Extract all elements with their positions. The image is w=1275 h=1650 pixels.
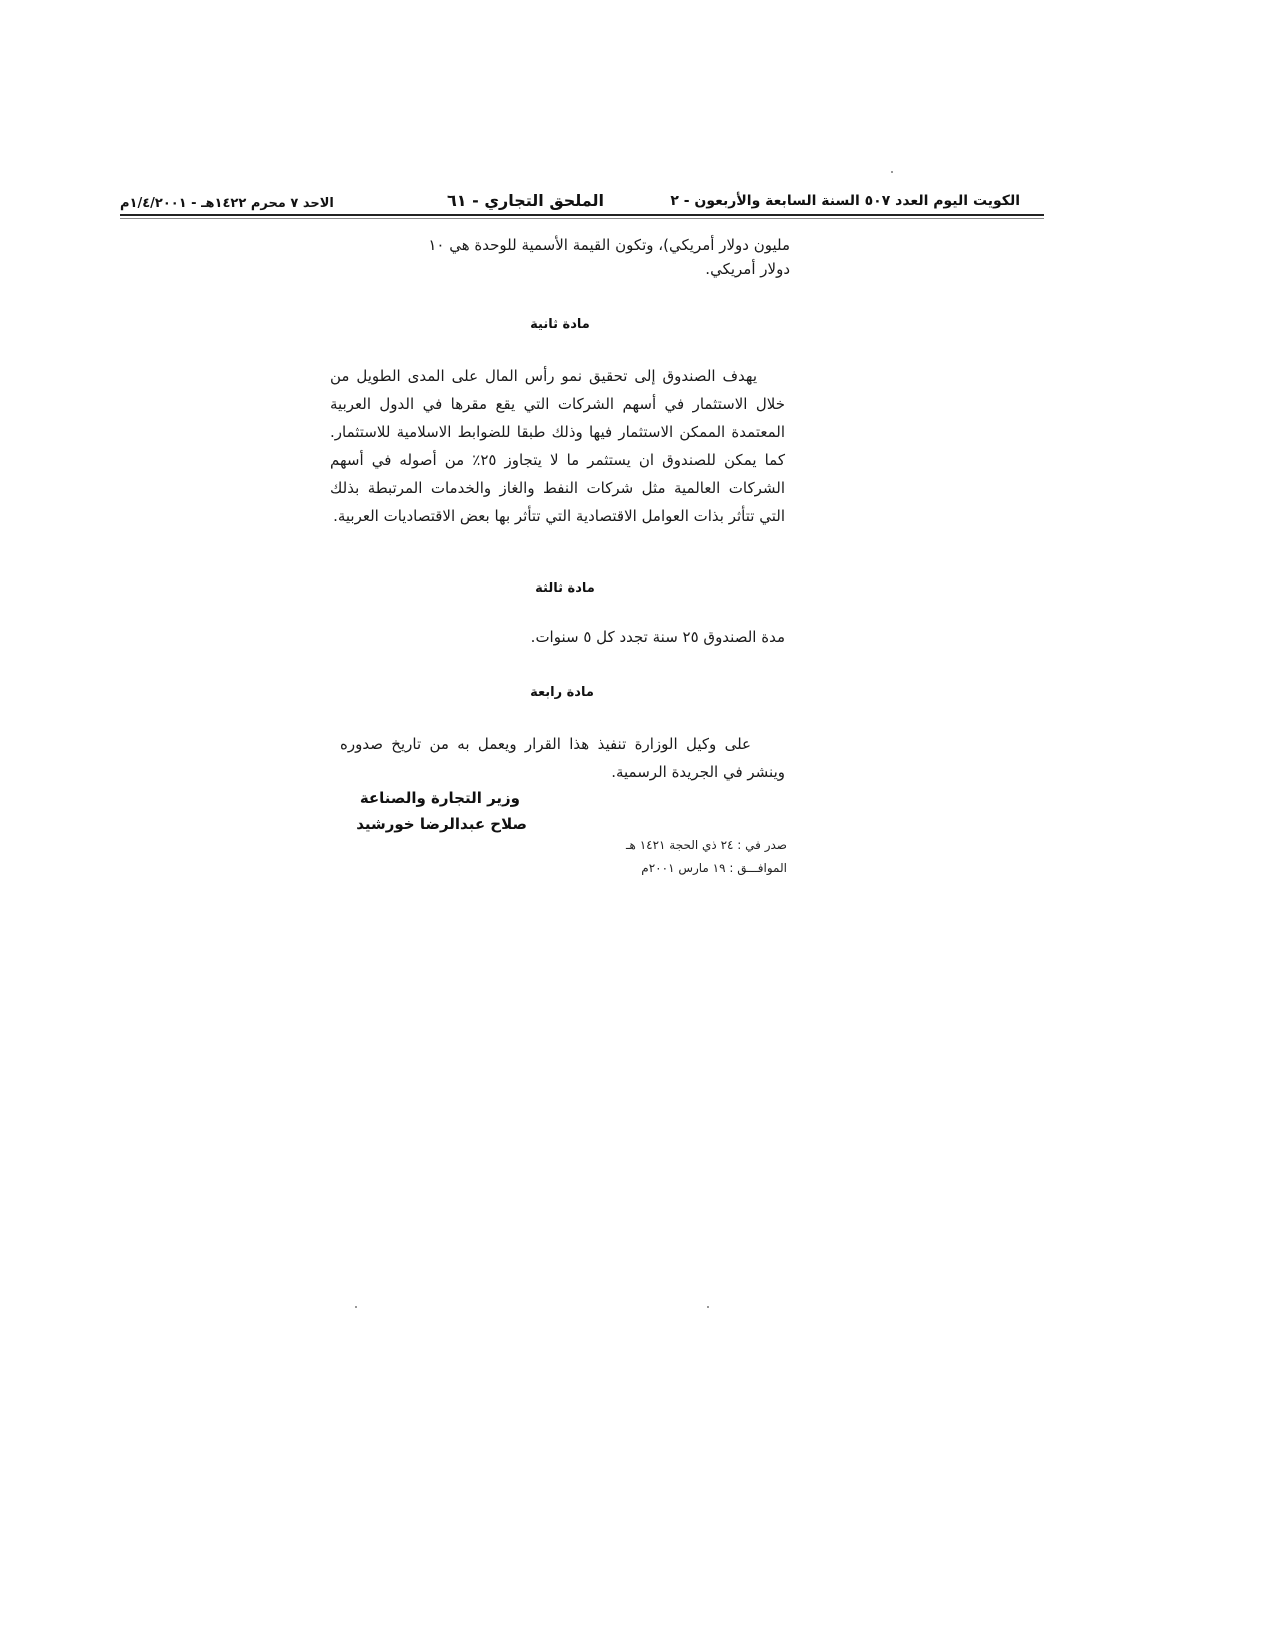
article-2-text: يهدف الصندوق إلى تحقيق نمو رأس المال على المدى الطويل من خلال الاستثمار في أسهم الشركات التي يقع مقرها في الدول العربية المعتمدة الممكن الاستثمار فيها وذلك طبقا للضوابط الاسلامية للاستثمار. كما يمكن للصندوق ان يستثمر ما لا يتجاوز ٢٥٪ من أصوله في أسهم الشركات العالمية مثل شركات النفط والغاز والخدمات المرتبطة بذلك التي تتأثر بذات العوامل الاقتصادية التي تتأثر بها بعض الاقتصاديات العربية.: [330, 367, 785, 525]
signature-name: صلاح عبدالرضا خورشيد: [356, 815, 527, 833]
scan-speck: [891, 171, 893, 173]
article-4-heading: مادة رابعة: [530, 685, 594, 700]
scan-speck: [355, 1306, 357, 1308]
article-3-heading: مادة ثالثة: [535, 581, 595, 596]
header-date: الاحد ٧ محرم ١٤٢٢هـ - ١/٤/٢٠٠١م: [120, 196, 334, 211]
issued-gregorian: الموافـــق : ١٩ مارس ٢٠٠١م: [641, 861, 787, 875]
scan-speck: [707, 1306, 709, 1308]
header-rule: [120, 214, 1044, 216]
header-rule-thin: [120, 218, 1044, 219]
article-2-heading: مادة ثانية: [530, 317, 590, 332]
intro-line-2: دولار أمريكي.: [705, 260, 790, 278]
article-3-text: مدة الصندوق ٢٥ سنة تجدد كل ٥ سنوات.: [530, 628, 785, 646]
header-issue: الكويت اليوم العدد ٥٠٧ السنة السابعة والأربعون - ٢: [670, 193, 1020, 209]
issued-hijri: صدر في : ٢٤ ذي الحجة ١٤٢١ هـ: [626, 838, 787, 852]
signature-title: وزير التجارة والصناعة: [359, 789, 520, 807]
intro-line-1: مليون دولار أمريكي)، وتكون القيمة الأسمية للوحدة هي ١٠: [428, 236, 790, 254]
article-4-text: على وكيل الوزارة تنفيذ هذا القرار ويعمل به من تاريخ صدوره وينشر في الجريدة الرسمية.: [340, 735, 785, 781]
header-supplement: الملحق التجاري - ٦١: [447, 191, 605, 210]
